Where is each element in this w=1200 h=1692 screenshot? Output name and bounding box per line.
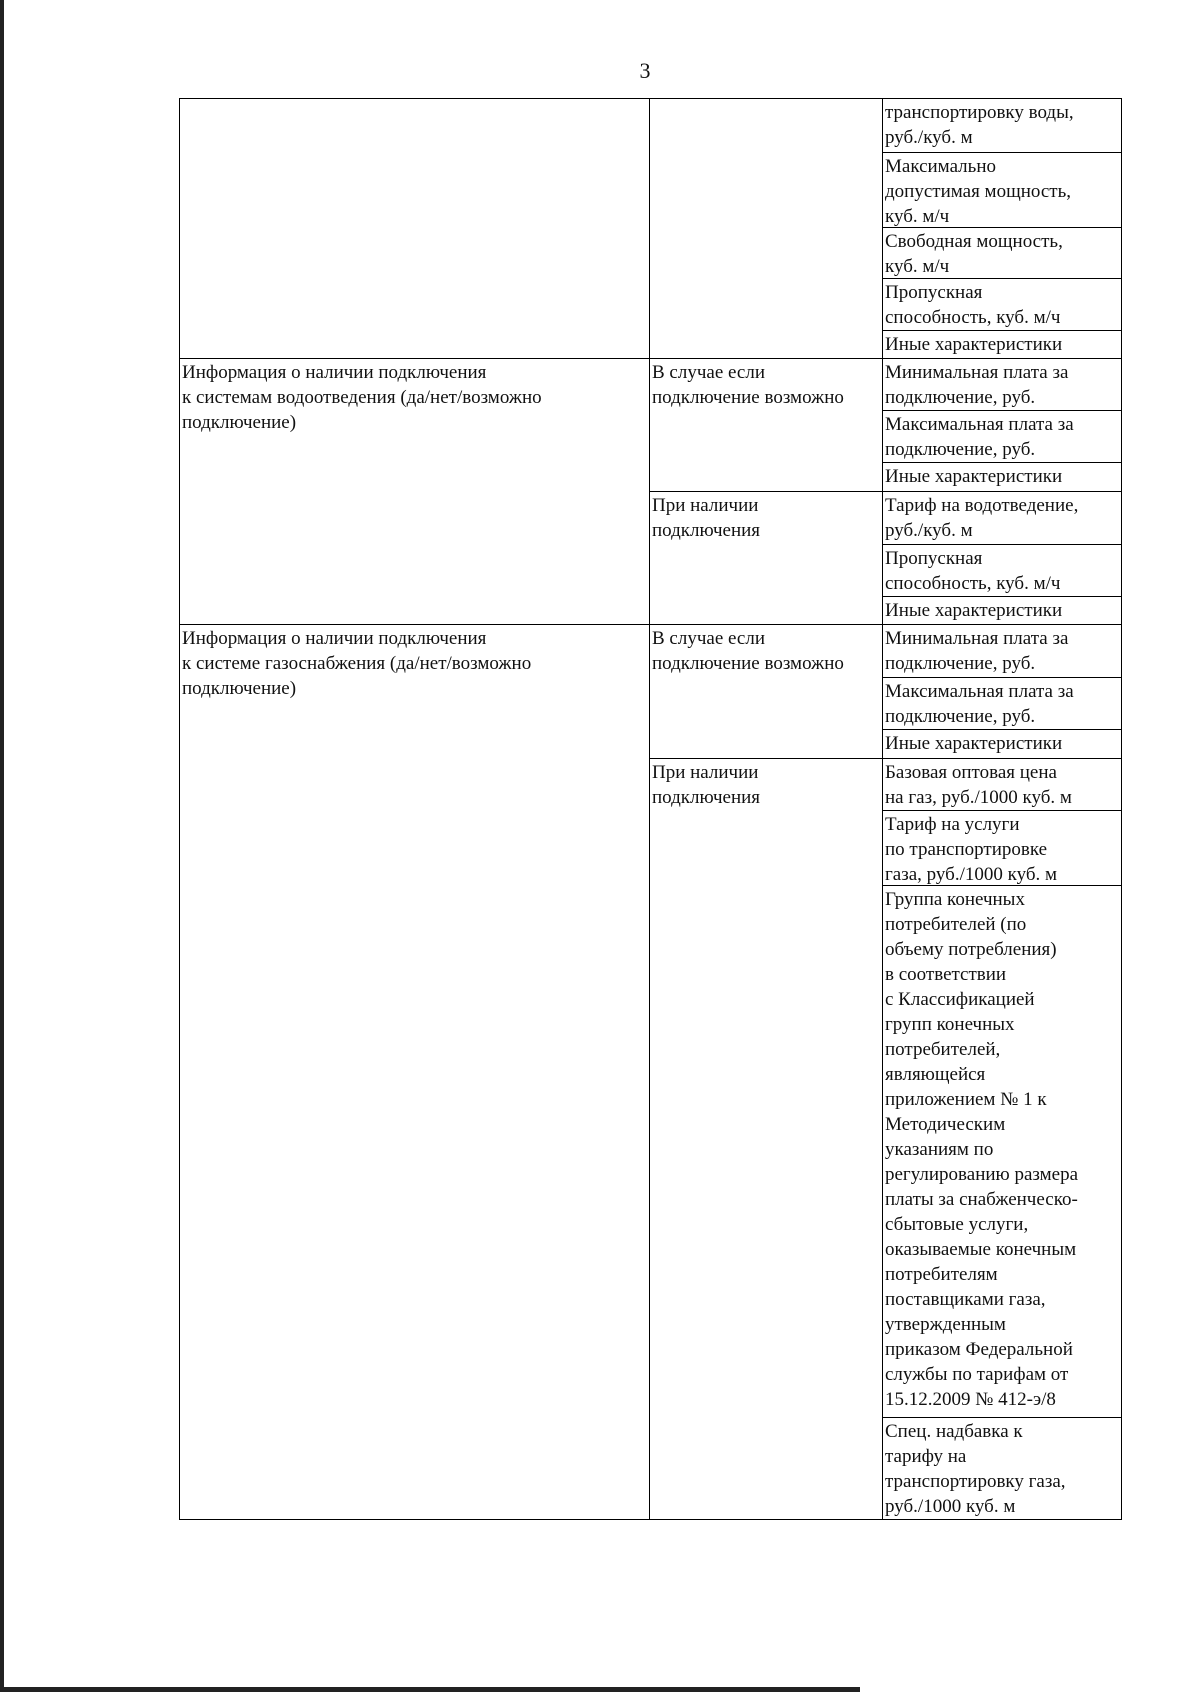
item-cell: Иные характеристики <box>885 733 1063 754</box>
item-border <box>882 462 1122 463</box>
item-cell: Пропускная способность, куб. м/ч <box>885 548 1061 594</box>
item-border <box>882 1417 1122 1418</box>
item-border <box>882 544 1122 545</box>
item-cell: Пропускная способность, куб. м/ч <box>885 282 1061 328</box>
item-cell: Максимально допустимая мощность, куб. м/ч <box>885 156 1072 227</box>
item-cell: Спец. надбавка к тарифу на транспортировку газа, руб./1000 куб. м <box>885 1421 1066 1517</box>
item-cell: Базовая оптовая цена на газ, руб./1000 куб. м <box>885 762 1072 808</box>
row-label: Информация о наличии подключения к системам водоотведения (да/нет/возможно подключение) <box>182 362 542 433</box>
table-bottom-border <box>179 1519 1122 1520</box>
item-border <box>882 810 1122 811</box>
item-cell: Тариф на водотведение, руб./куб. м <box>885 495 1079 541</box>
item-border <box>882 677 1122 678</box>
table-vline-3 <box>1121 98 1122 1519</box>
item-border <box>882 152 1122 153</box>
item-border <box>882 729 1122 730</box>
table-vline-1 <box>649 98 650 1519</box>
item-border <box>882 410 1122 411</box>
condition-label: В случае если подключение возможно <box>652 628 844 674</box>
item-border <box>882 278 1122 279</box>
table-vline-2 <box>882 98 883 1519</box>
page-number: 3 <box>639 58 651 83</box>
item-border <box>882 885 1122 886</box>
item-cell: Иные характеристики <box>885 466 1063 487</box>
row-border <box>179 358 1122 359</box>
item-border <box>882 227 1122 228</box>
item-border <box>882 596 1122 597</box>
condition-label: При наличии подключения <box>652 495 761 541</box>
row-border <box>179 624 1122 625</box>
row-label: Информация о наличии подключения к системе газоснабжения (да/нет/возможно подключение) <box>182 628 532 699</box>
table-top-border <box>179 98 1122 99</box>
item-cell: Максимальная плата за подключение, руб. <box>885 414 1074 460</box>
condition-label: При наличии подключения <box>652 762 761 808</box>
item-cell: Иные характеристики <box>885 600 1063 621</box>
item-cell: Минимальная плата за подключение, руб. <box>885 628 1069 674</box>
table-vline-0 <box>179 98 180 1519</box>
item-cell: Минимальная плата за подключение, руб. <box>885 362 1069 408</box>
group-border <box>649 491 1122 492</box>
item-border <box>882 330 1122 331</box>
item-cell: Максимальная плата за подключение, руб. <box>885 681 1074 727</box>
item-cell: Иные характеристики <box>885 334 1063 355</box>
item-cell: Тариф на услуги по транспортировке газа, руб./1000 куб. м <box>885 814 1058 885</box>
item-cell: Группа конечных потребителей (по объему потребления) в соответствии с Классификацией групп конечных потребителей, являющейся приложением № 1 к Методическим указаниям по регулированию размера платы за снабженческо- сбытовые услуги, оказываемые конечным потребителям поставщиками газа, утвержденным приказом Федеральной службы по тарифам от 15.12.2009 № 412-э/8 <box>885 889 1079 1410</box>
condition-label: В случае если подключение возможно <box>652 362 844 408</box>
item-cell: транспортировку воды, руб./куб. м <box>885 102 1074 148</box>
item-cell: Свободная мощность, куб. м/ч <box>885 231 1063 277</box>
group-border <box>649 758 1122 759</box>
